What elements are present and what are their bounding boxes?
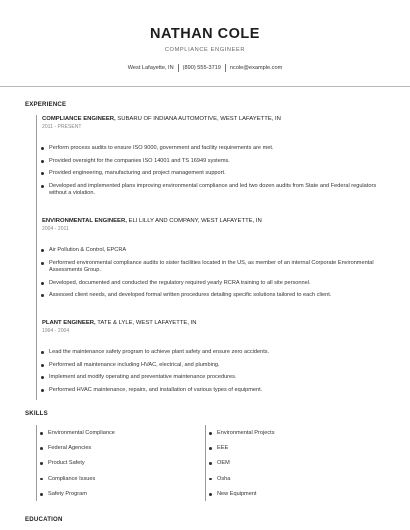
job-title [42, 217, 392, 225]
bullet-item: Provided oversight for the companies ISO 14001 and TS 16949 systems. [40, 158, 388, 166]
job-entry [42, 217, 392, 233]
bullet-item: Assessed client needs, and developed formal written procedures detailing specific solutions tailored to each client. [40, 292, 388, 300]
skills-bar [36, 425, 37, 501]
contact-email: ncole@example.com [229, 65, 283, 71]
candidate-name: NATHAN COLE [150, 26, 260, 42]
bullet-item: Implement and modify operating and preventative maintenance procedures. [40, 374, 388, 382]
candidate-title: COMPLIANCE ENGINEER [164, 47, 246, 53]
section-heading-experience: EXPERIENCE [25, 101, 67, 108]
contact-location: West Lafayette, IN [127, 65, 174, 71]
skill-item: Osha [209, 476, 275, 483]
skill-item: Environmental Projects [209, 430, 275, 437]
bullet-item: Provided engineering, manufacturing and project management support. [40, 170, 388, 178]
contact-divider [178, 64, 179, 72]
skills-list-left [40, 430, 115, 506]
job-dates: 1994 - 2004 [42, 328, 70, 334]
skill-item: OEM [209, 460, 275, 467]
job-entry [42, 115, 392, 131]
job-entry [42, 319, 392, 335]
job-title [42, 319, 392, 327]
resume-header [0, 0, 410, 72]
skills-bar [205, 425, 206, 501]
job-role: PLANT ENGINEER, [42, 320, 96, 326]
job-title [42, 115, 392, 123]
section-heading-skills: SKILLS [25, 410, 48, 417]
skill-item: Safety Program [40, 491, 115, 498]
section-heading-education: EDUCATION [25, 516, 63, 523]
bullet-item: Performed HVAC maintenance, repairs, and installation of various types of equipment. [40, 387, 388, 395]
bullet-item: Performed all maintenance including HVAC, electrical, and plumbing. [40, 362, 388, 370]
job-bullets [40, 247, 388, 305]
skill-item: EEE [209, 445, 275, 452]
job-company: TATE & LYLE, WEST LAFAYETTE, IN [95, 320, 197, 326]
bullet-item: Performed environmental compliance audits to sister facilities located in the US, as member of an internal Corporate Environmental Assessments Group. [40, 260, 388, 275]
job-role: COMPLIANCE ENGINEER, [42, 116, 116, 122]
bullet-item: Lead the maintenance safety program to achieve plant safety and ensure zero accidents. [40, 349, 388, 357]
job-bullets [40, 349, 388, 399]
experience-timeline-bar [36, 115, 37, 400]
skill-item: New Equipment [209, 491, 275, 498]
job-dates: 2011 - PRESENT [42, 124, 82, 130]
contact-divider [225, 64, 226, 72]
job-company: SUBARU OF INDIANA AUTOMOTIVE, WEST LAFAYETTE, IN [115, 116, 281, 122]
bullet-item: Developed and implemented plans improving environmental compliance and led two dozen audits from State and Federal regulators without a violation. [40, 183, 388, 198]
skills-list-right [209, 430, 275, 506]
bullet-item: Perform process audits to ensure ISO 9000, government and facility requirements are met. [40, 145, 388, 153]
job-role: ENVIRONMENTAL ENGINEER, [42, 218, 127, 224]
skill-item: Environmental Compliance [40, 430, 115, 437]
job-bullets [40, 145, 388, 203]
contact-line [0, 64, 410, 72]
job-company: ELI LILLY AND COMPANY, WEST LAFAYETTE, IN [126, 218, 262, 224]
header-divider [0, 86, 410, 87]
job-dates: 2004 - 2011 [42, 226, 69, 232]
skill-item: Federal Agencies [40, 445, 115, 452]
bullet-item: Developed, documented and conducted the regulatory required yearly RCRA training to all site personnel. [40, 280, 388, 288]
bullet-item: Air Pollution & Control, EPCRA [40, 247, 388, 255]
skill-item: Product Safety [40, 460, 115, 467]
skill-item: Compliance Issues [40, 476, 115, 483]
contact-phone: (890) 555-3719 [182, 65, 221, 71]
